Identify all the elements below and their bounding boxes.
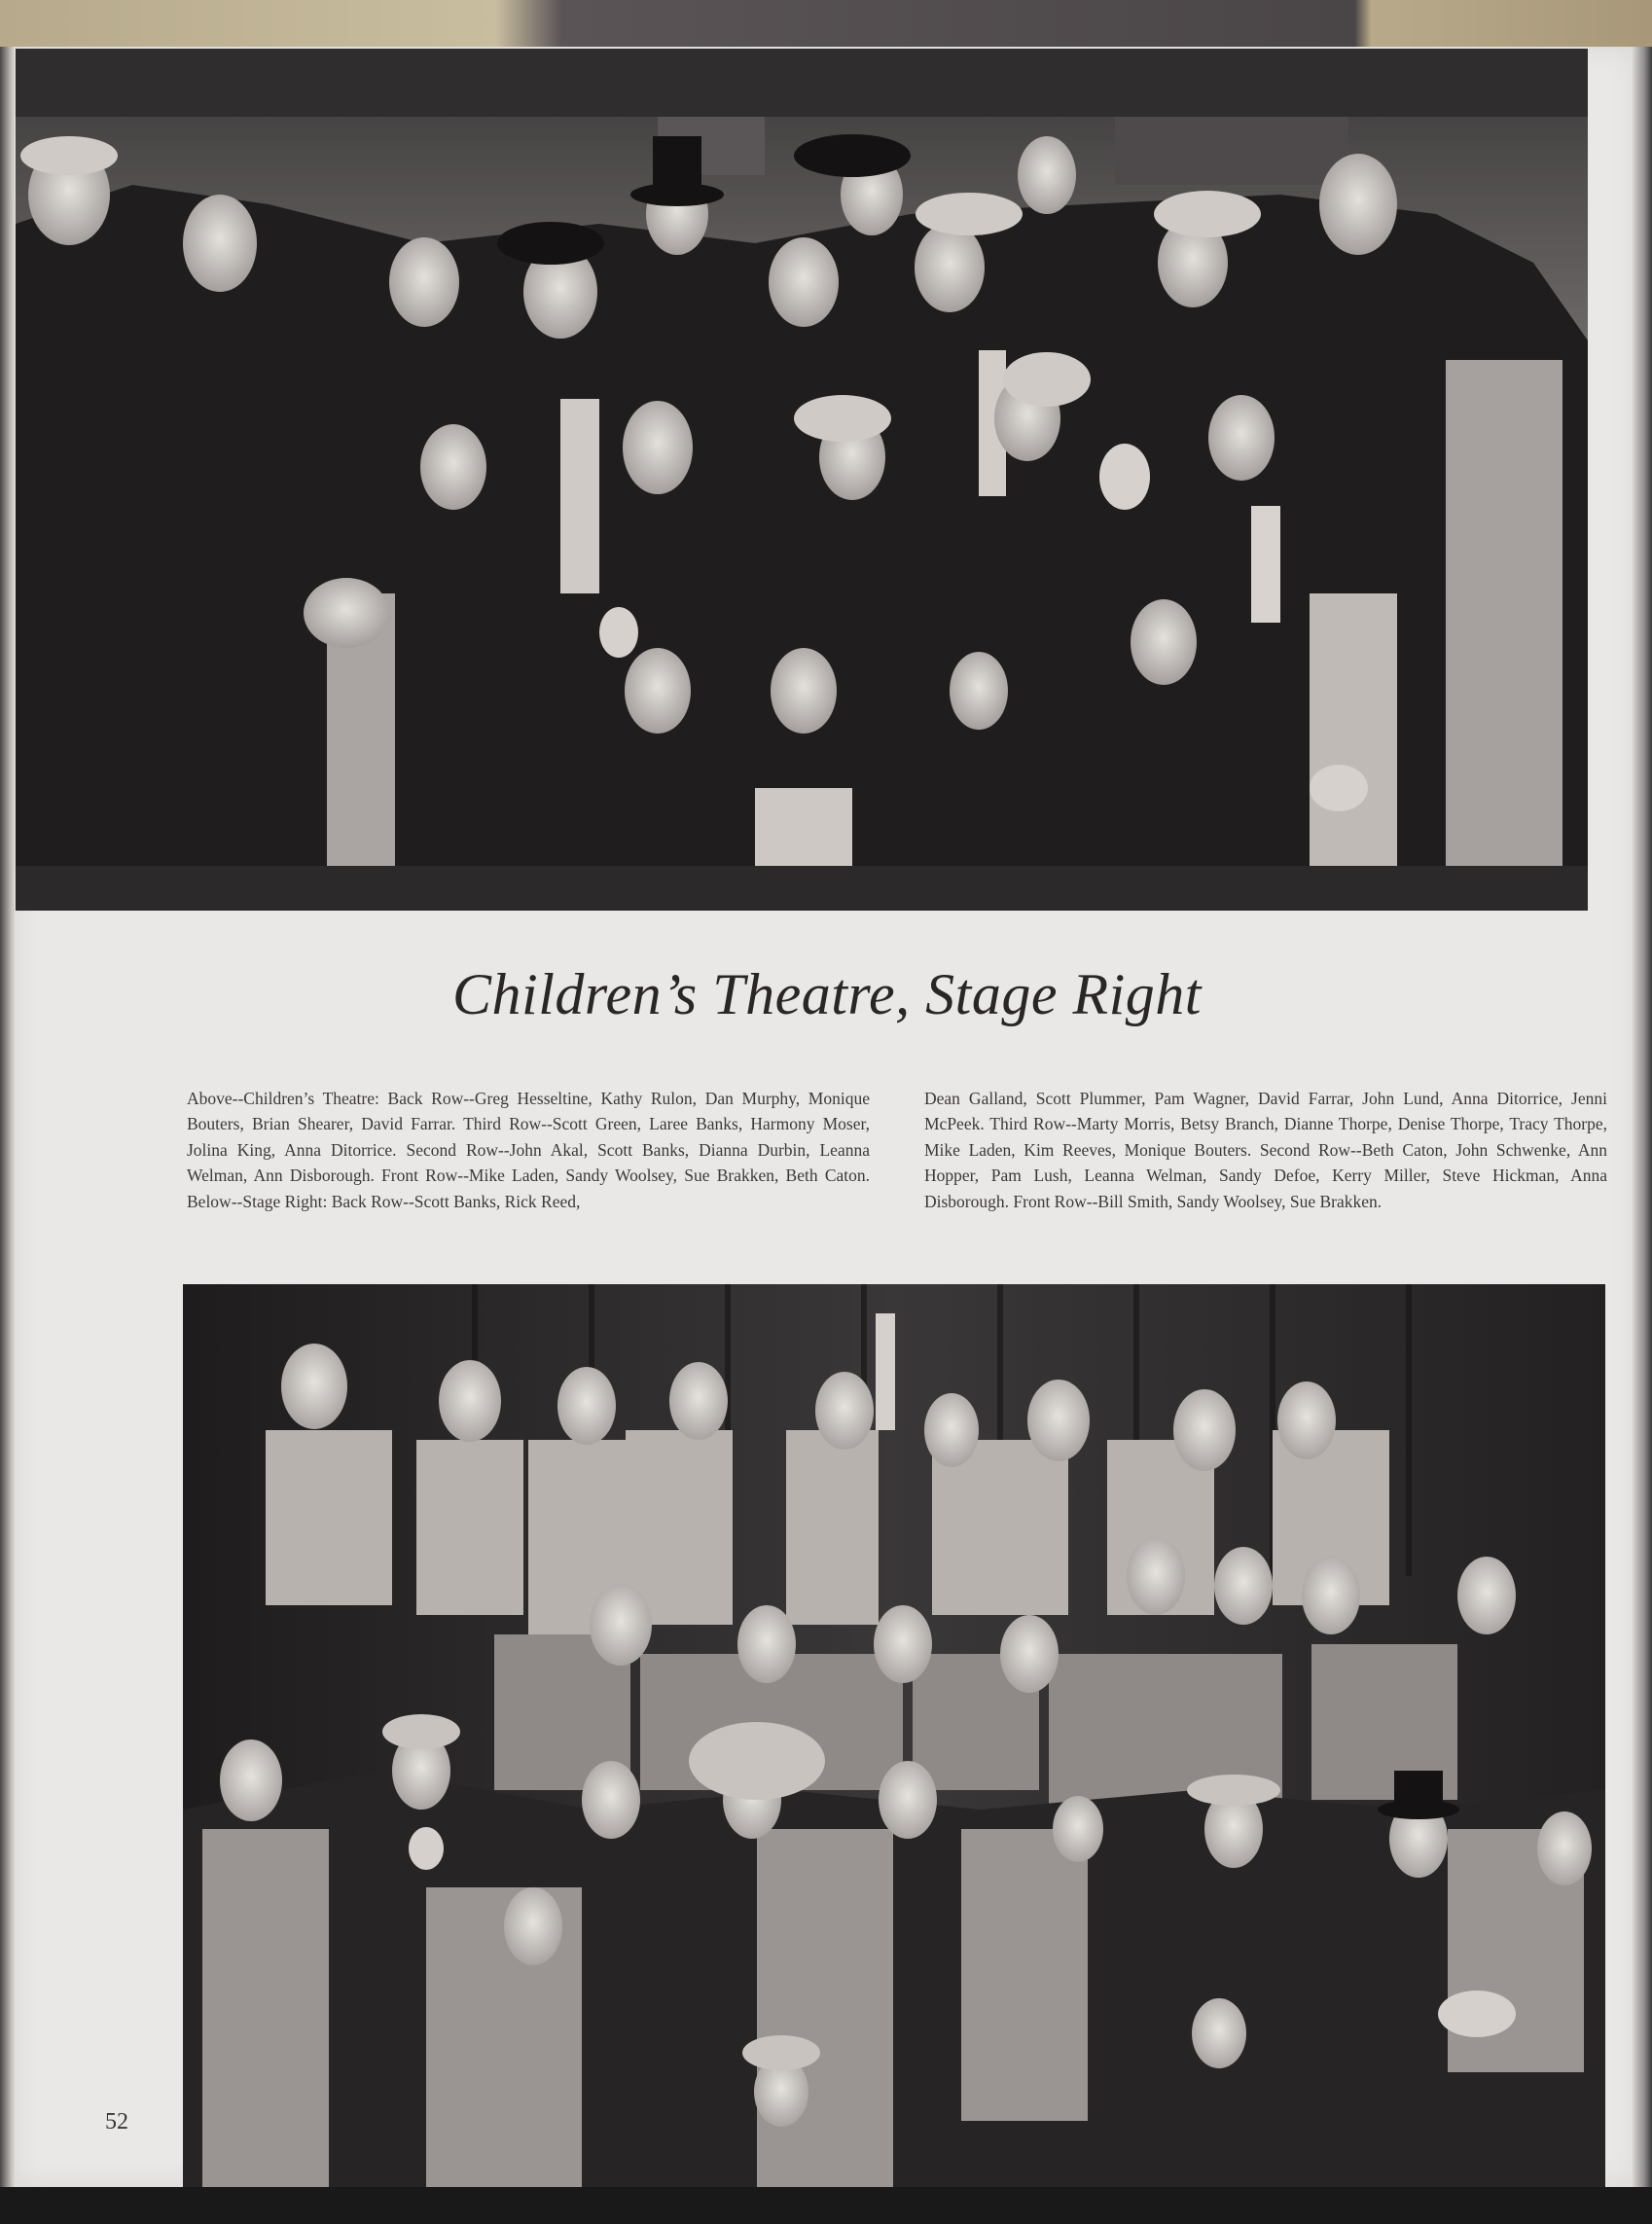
- page-number: 52: [105, 2109, 128, 2134]
- book-bottom-edge: [0, 2187, 1652, 2224]
- caption-left-column: Above--Children’s Theatre: Back Row--Greg Hesseltine, Kathy Rulon, Dan Murphy, Monique Bouters, Brian Shearer, David Farrar. Third Row--Scott Green, Laree Banks, Harmony Moser, Jolina King, Anna Ditorrice. Second Row--John Akal, Scott Banks, Dianna Durbin, Leanna Welman, Ann Disborough. Front Row--Mike Laden, Sandy Woolsey, Sue Brakken, Beth Caton. Below--Stage Right: Back Row--Scott Banks, Rick Reed,: [187, 1089, 870, 1211]
- stage-right-photo-graphic: [183, 1284, 1605, 2189]
- book-top-edge: [0, 0, 1652, 51]
- book-left-edge: [0, 47, 16, 2187]
- book-right-edge: [1633, 47, 1652, 2187]
- caption-right-column: Dean Galland, Scott Plummer, Pam Wagner, David Farrar, John Lund, Anna Ditorrice, Jenni McPeek. Third Row--Marty Morris, Betsy Branch, Dianne Thorpe, Denise Thorpe, Tracy Thorpe, Mike Laden, Kim Reeves, Monique Bouters. Second Row--Beth Caton, John Schwenke, Ann Hopper, Pam Lush, Leanna Welman, Sandy Defoe, Kerry Miller, Steve Hickman, Anna Disborough. Front Row--Bill Smith, Sandy Woolsey, Sue Brakken.: [924, 1089, 1607, 1211]
- childrens-theatre-photo: [16, 49, 1588, 911]
- childrens-theatre-photo-graphic: [16, 49, 1588, 911]
- page-title: Children’s Theatre, Stage Right: [452, 962, 1202, 1026]
- stage-right-photo: [183, 1284, 1605, 2189]
